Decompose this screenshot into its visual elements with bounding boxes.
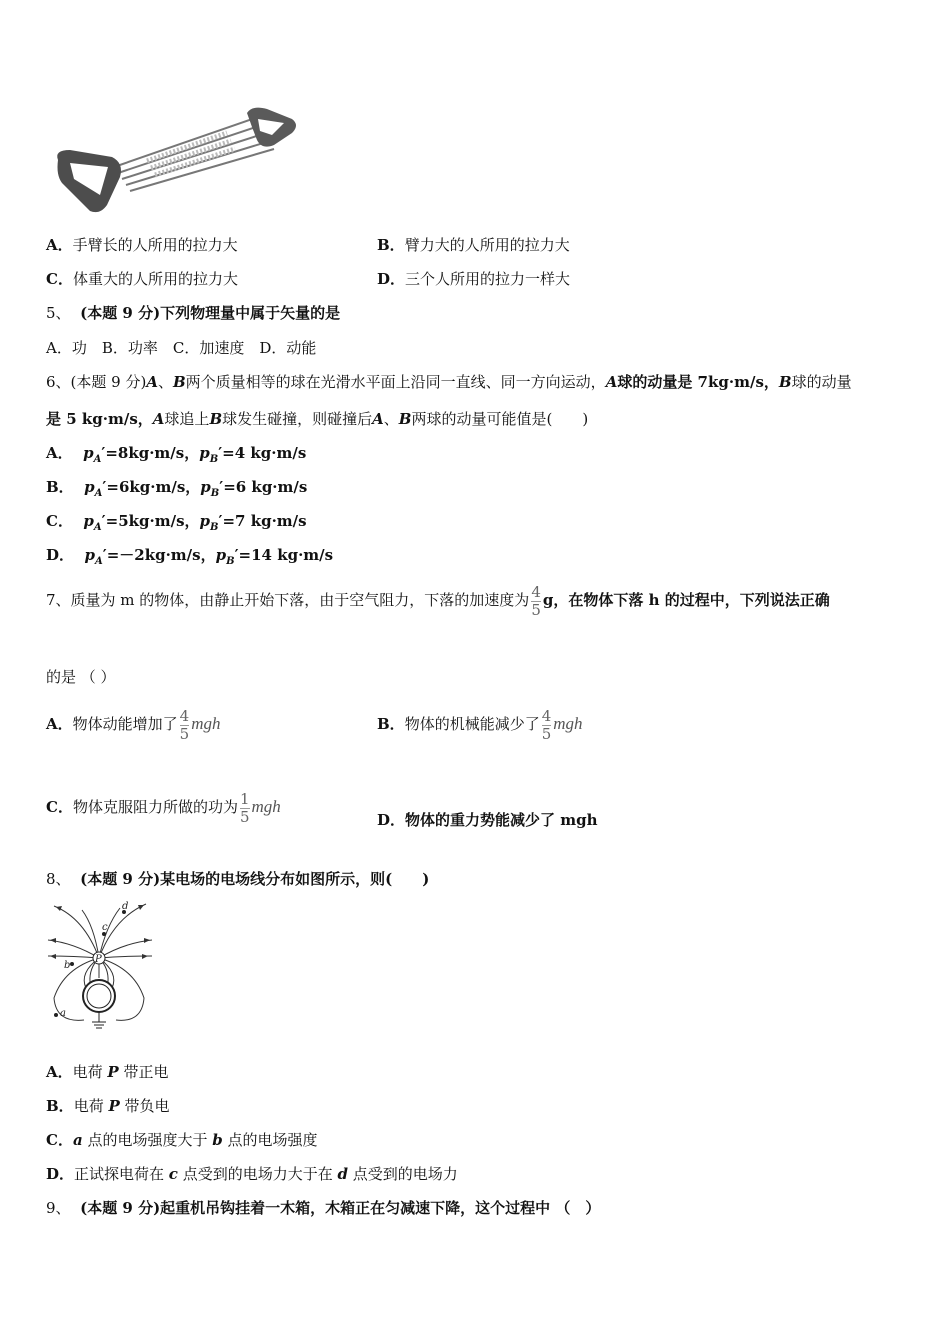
q7-option-b: B．物体的机械能减少了 $\frac{4}{5}$ mgh <box>377 706 583 743</box>
q6-stem-line1: 6、(本题 9 分)A、B两个质量相等的球在光滑水平面上沿同一直线、同一方向运动，A球的动量是 7kg·m/s，B球的动量 <box>46 373 852 391</box>
q4-option-a: A．手臂长的人所用的拉力大 <box>46 236 238 254</box>
q8-stem: 8、 (本题 9 分)某电场的电场线分布如图所示，则( ) <box>46 870 430 888</box>
q7-option-c: C．物体克服阻力所做的功为 $\frac{1}{5}$ mgh <box>46 789 281 826</box>
q4-option-b: B．臂力大的人所用的拉力大 <box>377 236 570 254</box>
q7-fraction: $\frac{4}{5}$ <box>531 582 541 619</box>
label-p: P <box>95 954 102 965</box>
q8-option-a: A．电荷 P 带正电 <box>46 1063 169 1081</box>
q5-options: A．功 B．功率 C．加速度 D．动能 <box>46 339 317 357</box>
q8-option-c: C．a 点的电场强度大于 b 点的电场强度 <box>46 1131 318 1149</box>
q8-option-b: B．电荷 P 带负电 <box>46 1097 170 1115</box>
label-a: a <box>60 1008 66 1019</box>
q6-option-a: A． $p_A'=8kg\cdot m/s$，$p_B'=4$ kg·m/s <box>46 444 307 465</box>
q4-option-c: C．体重大的人所用的拉力大 <box>46 270 238 288</box>
q6-option-c: C． $p_A'=5kg\cdot m/s$，$p_B'=7$ kg·m/s <box>46 512 307 533</box>
q7-option-d: D．物体的重力势能减少了 mgh <box>377 811 598 829</box>
label-d: d <box>122 901 129 912</box>
chest-expander-figure <box>52 105 302 217</box>
q7-stem-line1: 7、质量为 m 的物体，由静止开始下落，由于空气阻力，下落的加速度为 $\frac{4}{5}$ g，在物体下落 h 的过程中，下列说法正确 <box>46 582 830 619</box>
q4-option-d: D．三个人所用的拉力一样大 <box>377 270 571 288</box>
q7-stem-line2: 的是 （ ） <box>46 668 116 686</box>
electric-field-figure <box>44 898 156 1034</box>
q6-option-b: B． $p_A'=6kg\cdot m/s$，$p_B'=6$ kg·m/s <box>46 478 308 499</box>
label-c: c <box>102 922 108 933</box>
q9-stem: 9、 (本题 9 分)起重机吊钩挂着一木箱，木箱正在匀减速下降，这个过程中 （ ） <box>46 1199 601 1217</box>
q6-stem-line2: 是 5 kg·m/s，A球追上B球发生碰撞，则碰撞后A、B两球的动量可能值是( ) <box>46 410 589 428</box>
q6-option-d: D． $p_A'=-2kg\cdot m/s$，$p_B'=14$ kg·m/s <box>46 546 334 567</box>
q5-stem: 5、 (本题 9 分)下列物理量中属于矢量的是 <box>46 304 341 322</box>
q7-option-a: A．物体动能增加了 $\frac{4}{5}$ mgh <box>46 706 221 743</box>
q8-option-d: D．正试探电荷在 c 点受到的电场力大于在 d 点受到的电场力 <box>46 1165 458 1183</box>
label-b: b <box>64 960 71 971</box>
